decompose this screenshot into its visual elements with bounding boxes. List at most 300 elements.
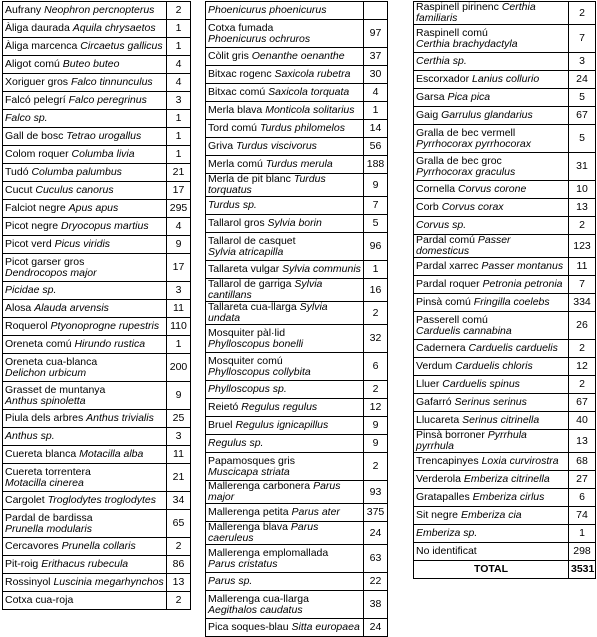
latin-name: Emberiza sp. [416,527,478,539]
table-row [3,592,191,610]
table-row [206,435,388,453]
latin-name: Buteo buteo [62,58,120,70]
species-name-cell [414,181,569,199]
latin-name: Parus ater [291,506,340,518]
table-row [206,573,388,591]
table-body [3,2,191,610]
table-row [206,619,388,637]
common-name: Tord comú [208,122,258,134]
count-cell: 5 [364,215,388,233]
species-name-cell [414,107,569,125]
species-name-cell [414,489,569,507]
common-name: Picot garser gros [5,255,85,268]
table-row [3,38,191,56]
table-row [3,182,191,200]
common-name: Gaig [416,109,439,121]
common-name: Oreneta cua-blanca [5,355,98,368]
common-name: Pinsà comú [416,296,471,308]
latin-name: Serinus serinus [454,396,527,408]
species-name-cell [206,302,364,325]
table-row [3,92,191,110]
count-cell: 6 [364,353,388,381]
latin-name: Phylloscopus bonelli [208,337,304,350]
common-name: Cucut [5,184,33,196]
table-row [206,504,388,522]
common-name: Tallareta cua-llarga [208,301,297,313]
latin-name: Picus viridis [54,238,111,250]
species-name-cell [414,561,569,579]
common-name: Pardal xarrec [416,260,479,272]
species-name-cell [3,128,167,146]
latin-name: Regulus sp. [208,437,264,449]
table-row [3,164,191,182]
species-table-col-2 [205,1,388,637]
latin-name: Cuculus canorus [35,184,114,196]
latin-name: Anthus sp. [5,430,55,442]
species-name-cell [3,354,167,382]
common-name: Gall de bosc [5,130,64,142]
table-row [414,543,596,561]
table-row [3,218,191,236]
latin-name: Turdus philomelos [259,122,345,134]
table-row [206,261,388,279]
species-name-cell [206,591,364,619]
latin-name: Anthus spinoletta [5,394,86,407]
count-cell: 11 [167,300,191,318]
count-cell: 97 [364,20,388,48]
count-cell: 9 [364,417,388,435]
common-name: Oreneta comú [5,338,72,350]
table-row [206,453,388,481]
species-name-cell [206,522,364,545]
table-row [414,153,596,181]
common-name: Colom roquer [5,148,69,160]
count-cell: 1 [167,110,191,128]
common-name: Alosa [5,302,32,314]
common-name: Tallareta vulgar [208,263,280,275]
table-row [3,300,191,318]
latin-name: Turdus viscivorus [236,140,317,152]
common-name: Gafarró [416,396,452,408]
species-name-cell [3,20,167,38]
latin-name: Falco sp. [5,112,48,124]
species-name-cell [414,376,569,394]
latin-name: Neophron percnopterus [44,4,155,16]
latin-name: Passer domesticus [416,234,511,257]
species-name-cell [414,543,569,561]
species-name-cell [206,481,364,504]
count-cell: 6 [569,489,596,507]
count-cell: 334 [569,294,596,312]
count-cell: 10 [569,181,596,199]
common-name: Grasset de muntanya [5,383,106,396]
latin-name: Alauda arvensis [34,302,109,314]
common-name: Mosquiter comú [208,354,283,367]
species-name-cell [414,507,569,525]
count-cell: 40 [569,412,596,430]
species-name-cell [414,453,569,471]
common-name: Trencapinyes [416,455,479,467]
common-name: Piula dels arbres [5,412,84,424]
species-name-cell [206,48,364,66]
count-cell: 3 [569,53,596,71]
count-cell: 1 [167,20,191,38]
count-cell: 2 [364,453,388,481]
latin-name: Turdus torquatus [208,173,326,196]
common-name: Cornella [416,183,456,195]
species-name-cell [3,38,167,56]
table-row [206,2,388,20]
common-name: Cuereta torrentera [5,465,91,478]
count-cell: 3531 [569,561,596,579]
table-row [3,336,191,354]
count-cell: 2 [569,340,596,358]
latin-name: Phylloscopus sp. [208,383,287,395]
common-name: Cuereta blanca [5,448,77,460]
table-row [414,489,596,507]
latin-name: Phoenicurus phoenicurus [208,4,327,16]
count-cell: 1 [167,38,191,56]
common-name: Raspinell comú [416,26,488,39]
species-name-cell [414,294,569,312]
table-row [414,340,596,358]
table-row [3,446,191,464]
latin-name: Parus major [208,480,341,503]
count-cell: 26 [569,312,596,340]
table-row [3,110,191,128]
count-cell: 86 [167,556,191,574]
table-row [3,236,191,254]
table-row [414,358,596,376]
table-row [206,545,388,573]
species-name-cell [3,318,167,336]
species-name-cell [3,446,167,464]
species-name-cell [206,381,364,399]
species-name-cell [3,538,167,556]
species-name-cell [3,300,167,318]
count-cell: 38 [364,591,388,619]
count-cell: 1 [167,146,191,164]
table-row [414,199,596,217]
common-name: Pardal comú [416,234,475,246]
common-name: Pinsà borroner [416,429,485,441]
count-cell: 63 [364,545,388,573]
table-row [206,197,388,215]
count-cell: 5 [569,125,596,153]
species-name-cell [414,258,569,276]
count-cell: 24 [569,71,596,89]
latin-name: Tetrao urogallus [66,130,142,142]
common-name: Aligot comú [5,58,60,70]
count-cell: 24 [364,619,388,637]
latin-name: Regulus regulus [241,401,318,413]
count-cell: 68 [569,453,596,471]
latin-name: Luscinia megarhynchos [53,576,164,588]
table-row [414,507,596,525]
count-cell: 22 [364,573,388,591]
count-cell: 13 [167,574,191,592]
table-row [414,412,596,430]
table-row [3,146,191,164]
count-cell: 74 [569,507,596,525]
count-cell: 67 [569,394,596,412]
species-name-cell [3,510,167,538]
species-name-cell [414,412,569,430]
species-name-cell [206,156,364,174]
count-cell: 27 [569,471,596,489]
latin-name: Troglodytes troglodytes [47,494,156,506]
common-name: Picot verd [5,238,52,250]
count-cell: 1 [364,102,388,120]
species-name-cell [3,74,167,92]
count-cell: 13 [569,199,596,217]
common-name: Cargolet [5,494,45,506]
species-name-cell [206,453,364,481]
common-name: No identificat [416,545,477,557]
count-cell: 188 [364,156,388,174]
latin-name: Passer montanus [481,260,564,272]
latin-name: Serinus citrinella [462,414,540,426]
latin-name: Oenanthe oenanthe [251,50,345,62]
common-name: Gratapalles [416,491,470,503]
count-cell: 65 [167,510,191,538]
count-cell: 17 [167,182,191,200]
table-row [3,20,191,38]
count-cell: 31 [569,153,596,181]
species-name-cell [414,53,569,71]
species-name-cell [206,20,364,48]
table-row [3,2,191,20]
species-name-cell [3,382,167,410]
count-cell: 25 [167,410,191,428]
common-name: Gralla de bec groc [416,154,502,167]
latin-name: Petronia petronia [482,278,563,290]
latin-name: Dendrocopos major [5,266,97,279]
common-name: Tallarol de casquet [208,234,296,247]
count-cell: 30 [364,66,388,84]
species-name-cell [206,353,364,381]
common-name: Merla comú [208,158,263,170]
latin-name: Delichon urbicum [5,366,87,379]
latin-name: Columba livia [71,148,135,160]
species-name-cell [206,197,364,215]
species-name-cell [206,102,364,120]
latin-name: Sylvia atricapilla [208,245,284,258]
table-row [414,258,596,276]
count-cell: 21 [167,164,191,182]
latin-name: Pyrrhocorax pyrrhocorax [416,137,531,150]
table-row [414,181,596,199]
latin-name: Corvus sp. [416,219,467,231]
latin-name: Corvus corone [458,183,527,195]
table-row [206,399,388,417]
table-row [206,481,388,504]
count-cell: 200 [167,354,191,382]
latin-name: Sylvia borin [267,217,322,229]
table-row [414,312,596,340]
latin-name: Motacilla cinerea [5,476,84,489]
latin-name: Emberiza citrinella [463,473,550,485]
count-cell: 4 [364,84,388,102]
table-row [414,53,596,71]
count-cell: 3 [167,282,191,300]
latin-name: Sitta europaea [291,621,360,633]
common-name: Mallerenga petita [208,506,289,518]
common-name: Mallerenga cua-llarga [208,592,309,605]
species-name-cell [3,254,167,282]
latin-name: Carduelis carduelis [468,342,558,354]
count-cell: 4 [167,74,191,92]
count-cell: 21 [167,464,191,492]
species-name-cell [414,340,569,358]
count-cell: 32 [364,325,388,353]
table-row [414,430,596,453]
latin-name: Falco tinnunculus [70,76,153,88]
table-row [414,394,596,412]
count-cell: 11 [569,258,596,276]
count-cell: 1 [167,128,191,146]
species-name-cell [414,235,569,258]
table-row [414,2,596,25]
table-row [3,354,191,382]
count-cell: 3 [167,92,191,110]
count-cell: 298 [569,543,596,561]
table-row [206,20,388,48]
species-name-cell [3,182,167,200]
common-name: Passerell comú [416,313,488,326]
count-cell: 4 [167,218,191,236]
species-name-cell [414,217,569,235]
table-row [414,235,596,258]
common-name: Mosquiter pàl·lid [208,326,286,339]
table-row [206,302,388,325]
common-name: Sit negre [416,509,459,521]
count-cell: 9 [167,236,191,254]
table-row [3,556,191,574]
species-name-cell [206,261,364,279]
table-row [206,353,388,381]
latin-name: Certhia sp. [416,55,467,67]
count-cell: 2 [364,381,388,399]
count-cell [364,2,388,20]
species-name-cell [3,464,167,492]
table-row [206,279,388,302]
count-cell: 7 [569,25,596,53]
common-name: Tallarol gros [208,217,265,229]
table-row [206,233,388,261]
count-cell: 67 [569,107,596,125]
species-table-col-3 [413,1,596,579]
latin-name: Carduelis cannabina [416,324,512,337]
latin-name: Carduelis spinus [442,378,520,390]
common-name: Verdum [416,360,453,372]
table-row [3,318,191,336]
common-name: Corb [416,201,439,213]
common-name: Gralla de bec vermell [416,126,516,139]
species-name-cell [414,312,569,340]
common-name: Tudó [5,166,29,178]
species-name-cell [3,218,167,236]
latin-name: Muscicapa striata [208,465,290,478]
latin-name: Emberiza cirlus [472,491,545,503]
count-cell: 2 [167,592,191,610]
latin-name: Turdus sp. [208,199,257,211]
common-name: Cotxa fumada [208,21,274,34]
species-name-cell [3,282,167,300]
latin-name: Pyrrhocorax graculus [416,165,516,178]
table-row [414,25,596,53]
common-name: Pardal de bardissa [5,511,93,524]
species-name-cell [206,399,364,417]
latin-name: Falco peregrinus [68,94,147,106]
table-row [206,84,388,102]
count-cell: 11 [167,446,191,464]
table-row [3,428,191,446]
count-cell: 37 [364,48,388,66]
species-name-cell [414,394,569,412]
common-name: Papamosques gris [208,454,295,467]
species-name-cell [206,233,364,261]
table-row [3,282,191,300]
table-row [3,538,191,556]
species-name-cell [3,410,167,428]
common-name: Bitxac comú [208,86,266,98]
count-cell: 2 [569,217,596,235]
species-name-cell [3,2,167,20]
count-cell: 2 [167,538,191,556]
count-cell: 56 [364,138,388,156]
count-cell: 17 [167,254,191,282]
common-name: Aufrany [5,4,42,16]
common-name: Llucareta [416,414,460,426]
common-name: Àliga daurada [5,22,70,34]
common-name: Picot negre [5,220,59,232]
table-row [206,381,388,399]
common-name: Pit-roig [5,558,39,570]
table-row [3,382,191,410]
table-row [414,71,596,89]
species-name-cell [414,125,569,153]
species-name-cell [206,325,364,353]
latin-name: Turdus merula [265,158,333,170]
table-row [206,174,388,197]
common-name: Cadernera [416,342,466,354]
latin-name: Parus caeruleus [208,521,319,544]
table-row [3,200,191,218]
common-name: Pica soques-blau [208,621,289,633]
latin-name: Certhia familiaris [416,1,536,24]
latin-name: Parus cristatus [208,557,278,570]
latin-name: Saxicola torquata [268,86,350,98]
species-name-cell [414,276,569,294]
count-cell: 14 [364,120,388,138]
latin-name: Prunella modularis [5,522,92,535]
species-name-cell [414,153,569,181]
latin-name: Circaetus gallicus [80,40,163,52]
table-row [414,453,596,471]
table-row [206,522,388,545]
species-name-cell [206,215,364,233]
species-table-col-1 [2,1,191,610]
count-cell: 34 [167,492,191,510]
latin-name: Aegithalos caudatus [208,603,303,616]
latin-name: Loxia curvirostra [481,455,559,467]
table-row [414,217,596,235]
table-row [3,128,191,146]
common-name: Cercavores [5,540,59,552]
species-name-cell [414,199,569,217]
table-body [414,2,596,579]
